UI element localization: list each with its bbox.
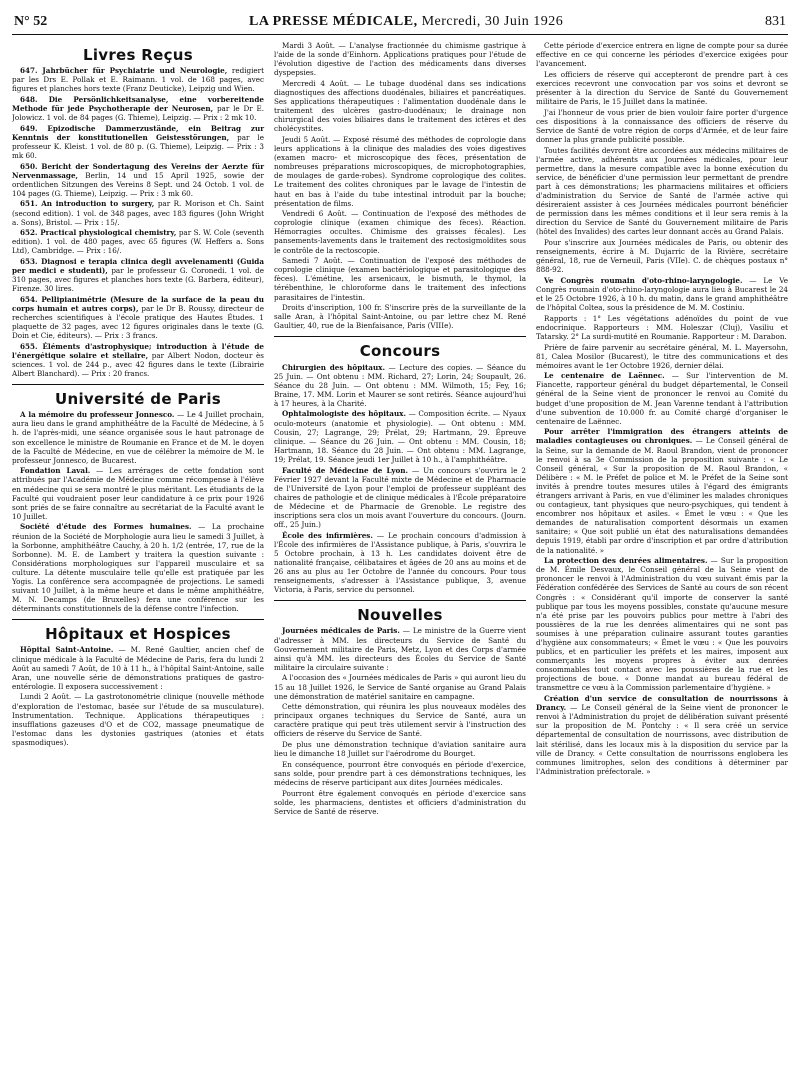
article-paragraph bbox=[274, 673, 526, 700]
article-heading: La protection des denrées alimentaires. bbox=[544, 556, 708, 566]
issue-date: Mercredi, 30 Juin 1926 bbox=[421, 14, 564, 29]
article-text: — Sur l'intervention de M. Fiancette, rapporteur général du budget départemental, le Conseil général de la Seine vient de prononcer le renvoi au Comité du budget d'une proposition de M. Jean Varenne tendant à l'attribution d'une subvention de 10.000 fr. au Comité chargé d'organiser le centenaire de Laënnec. bbox=[536, 371, 788, 426]
article-paragraph bbox=[536, 41, 788, 68]
article-heading: Chirurgien des hôpitaux. bbox=[282, 362, 385, 372]
section-title-hopitaux: Hôpitaux et Hospices bbox=[45, 625, 231, 644]
article-text: par R. Morison et Ch. Saint (second edition). 1 vol. de 348 pages, avec 183 figures (John Wright a. Sons), Bristol. — Prix : 15/. bbox=[12, 199, 264, 227]
article-paragraph bbox=[274, 209, 526, 254]
article-paragraph bbox=[12, 95, 264, 122]
page-number: 831 bbox=[765, 14, 786, 29]
article-paragraph bbox=[12, 257, 264, 293]
hopitaux-list-continued bbox=[274, 41, 526, 330]
article-text: Berlin, 14 und 15 April 1925, sowie der ordentlichen Sitzungen des Vereins 8 Sept. und 24 Octob. 1 vol. de 104 pages (G. Thieme), Leipzig. — Prix : 3 mk 60. bbox=[12, 170, 264, 198]
article-heading: Journées médicales de Paris. bbox=[282, 626, 400, 636]
issue-number: N° 52 bbox=[14, 14, 48, 29]
article-paragraph bbox=[12, 295, 264, 340]
article-text: — Le prochain concours d'admission à l'École des infirmières de l'Assistance publique, à Paris, s'ouvrira le 5 Octobre prochain, à 13 h. Les candidates doivent être de nationalité française, célibataires et âgées de 20 ans au moins et de 26 ans au plus au 1er Octobre de l'année du concours. Pour tous renseignements, s'adresser à l'Assistance publique, 3, avenue Victoria, à Paris, service du personnel. bbox=[274, 530, 527, 595]
article-text: par le professeur G. Coronedi. 1 vol. de 310 pages, avec figures et planches hors texte (G. Barbera, éditeur), Firenze. 30 lires. bbox=[12, 266, 264, 294]
section-title-nouvelles: Nouvelles bbox=[357, 606, 443, 625]
column-3-list bbox=[536, 276, 788, 776]
nouvelles-list bbox=[274, 626, 526, 815]
newspaper-page bbox=[12, 6, 788, 1074]
article-heading: Le centenaire de Laënnec. bbox=[544, 371, 665, 381]
hopitaux-list bbox=[12, 645, 264, 747]
article-text: Droits d'inscription, 100 fr. S'inscrire près de la surveillante de la salle Aran, à l'hôpital Saint-Antoine, ou par lettre chez M. René Gaultier, 40, rue de la Bienfaisance, Paris (VIIIe). bbox=[274, 303, 526, 331]
article-paragraph bbox=[536, 276, 788, 312]
article-text: Les officiers de réserve qui accepteront de prendre part à ces exercices recevront une convocation par vos soins et devront se présenter à la direction du Service de Santé du Gouvernement militaire de Paris, le 15 Juillet dans la matinée. bbox=[536, 69, 788, 107]
article-paragraph bbox=[274, 256, 526, 301]
section-divider bbox=[12, 619, 264, 620]
article-heading: 651. An introduction to surgery, bbox=[20, 199, 155, 209]
concours-list bbox=[274, 363, 526, 595]
article-paragraph bbox=[274, 303, 526, 330]
article-text: Vendredi 6 Août. — Continuation de l'exposé des méthodes de coprologie clinique (examen chimique des fèces). Réaction. Hémorragies occultes. Chimisme des graisses fécales). Les pansements-lavements dans le traitement des rectosigmoïdites sous le contrôle de la rectoscopie. bbox=[274, 209, 526, 255]
livres-list bbox=[12, 66, 264, 378]
article-heading: Hôpital Saint-Antoine. bbox=[20, 645, 114, 655]
journal-name: LA PRESSE MÉDICALE, bbox=[248, 14, 418, 29]
article-heading: 649. Epizodische Dammerzustände, ein Beitrag zur Kenntnis der konstitutionellen Geistesstörungen, bbox=[12, 123, 264, 142]
article-paragraph bbox=[274, 702, 526, 738]
article-text: Jeudi 5 Août. — Exposé résumé des méthodes de coprologie dans leurs applications à la clinique des maladies des voies digestives (examen macro- et microscopique des fèces, présentation de nombreuses préparations microscopiques, de microphotographies, de moulages de garde-robes). Syndrome coprologique des colites. Le traitement des colites chroniques par le lavage de l'intestin de haut en bas à l'aide du tube intestinal introduit par la bouche; présentation de films. bbox=[274, 134, 526, 208]
article-text: — M. René Gaultier, ancien chef de clinique médicale à la Faculté de Médecine de Paris, fera du lundi 2 Août au samedi 7 Août, de 10 à 11 h., à l'hôpital Saint-Antoine, salle Aran, une nouvelle série de démonstrations pratiques de gastro-entérologie. Il exposera successivement : bbox=[12, 645, 264, 691]
article-paragraph bbox=[12, 66, 264, 93]
article-paragraph bbox=[12, 692, 264, 747]
article-paragraph bbox=[12, 466, 264, 521]
article-paragraph bbox=[536, 556, 788, 692]
section-title-concours: Concours bbox=[359, 342, 441, 361]
article-text: — Le Conseil général de la Seine vient de prononcer le renvoi à l'Administration du projet de délibération suivant présenté sur la proposition de M. Pontchy : « Il sera créé un service départemental de consultation de nourrissons, avec distribution de lait stérilisé, dans les locaux mis à la disposition du service par la ville de Drancy. « Cette consultation de nourrissons englobera les communes limitrophes, selon des conditions à déterminer par l'Administration préfectorale. » bbox=[536, 703, 788, 776]
article-paragraph bbox=[536, 314, 788, 341]
article-text: — Un concours s'ouvrira le 2 Février 1927 devant la Faculté mixte de Médecine et de Pharmacie de l'Université de Lyon pour l'emploi de professeur suppléant des chaires de pathologie et de clinique médicales à l'École préparatoire de Médecine et de Pharmacie de Grenoble. Le registre des inscriptions sera clos un mois avant l'ouverture du concours. (Journ. off., 25 Juin.) bbox=[274, 465, 526, 530]
article-heading: Faculté de Médecine de Lyon. bbox=[282, 465, 409, 475]
article-text: — Le ministre de la Guerre vient d'adresser à MM. les directeurs du Service de Santé du Gouvernement militaire de Paris, Metz, Lyon et des Corps d'armée ainsi qu'à MM. les directeurs des Écoles du Service de Santé militaire la circulaire suivante : bbox=[274, 626, 526, 672]
article-paragraph bbox=[12, 199, 264, 226]
section-title-universite: Université de Paris bbox=[55, 390, 221, 409]
article-heading: 648. Die Persönlichkeitsanalyse, eine vorbereitende Methode für jede Psychotherapie der Neurosen, bbox=[12, 94, 264, 113]
article-paragraph bbox=[274, 626, 526, 671]
article-paragraph bbox=[274, 363, 526, 408]
article-paragraph bbox=[536, 238, 788, 274]
article-text: Pour s'inscrire aux Journées médicales de Paris, ou obtenir des renseignements, écrire à M. Dujarric de la Rivière, secrétaire général, 18, rue de Verneuil, Paris (VIIe). C. de chèques postaux n° 888-92. bbox=[536, 237, 788, 275]
article-paragraph bbox=[274, 531, 526, 595]
section-title-livres: Livres Reçus bbox=[82, 46, 194, 64]
journal-title bbox=[249, 14, 563, 30]
article-text: — Sur la proposition de M. Émile Desvaux, le Conseil général de la Seine vient de prononcer le renvoi à l'Administration du vœu suivant émis par la Fédération confédérée des Services de Santé au cours de son récent Congrès : « Considérant qu'il importe de conserver la santé publique par tous les moyens possibles, constate qu'aucune mesure n'a été prise par les pouvoirs publics pour mettre à l'abri des poussières de la rue les denrées alimentaires qui ne sont pas soumises à une préparation culinaire assurant toutes garanties d'hygiène aux consommateurs; « Émet le vœu : « Que les pouvoirs publics, et en particulier les préfets et les maires, imposent aux commerçants les moyens propres à éviter aux denrées consommables tout contact avec les poussières de la rue et les projections de boue. « Donne mandat au bureau fédéral de transmettre ce vœu à la Commission parlementaire d'hygiène. » bbox=[536, 556, 788, 693]
article-heading: 650. Bericht der Sondertagung des Vereins der Aerzte für Nervenmassage, bbox=[12, 161, 264, 180]
article-paragraph bbox=[12, 228, 264, 255]
article-paragraph bbox=[12, 410, 264, 465]
article-heading: 654. Pellipianimétrie (Mesure de la surface de la peau du corps humain et autres corps), bbox=[12, 294, 264, 313]
article-text: — Le 4 Juillet prochain, aura lieu dans le grand amphithéâtre de la Faculté de Médecine, à 5 h. de l'après-midi, une séance organisée sous le haut patronage de son excellence le ministre de Roumanie en France et de M. le doyen de la Faculté de Médecine, en vue de célébrer la mémoire de M. le professeur Jonnesco, de Bucarest. bbox=[12, 410, 264, 465]
article-heading: 652. Practical physiological chemistry, bbox=[20, 228, 177, 238]
article-paragraph bbox=[536, 694, 788, 776]
article-heading: Création d'un service de consultation de nourrissons à Drancy. bbox=[536, 694, 788, 713]
article-paragraph bbox=[536, 146, 788, 237]
article-text: J'ai l'honneur de vous prier de bien vouloir faire porter d'urgence ces dispositions à la connaissance des officiers de réserve du Service de Santé de votre région de corps d'Armée, et de leur faire donner la plus grande publicité possible. bbox=[536, 107, 788, 144]
article-paragraph bbox=[274, 79, 526, 134]
article-heading: Ve Congrès roumain d'oto-rhino-laryngologie. bbox=[544, 275, 743, 285]
article-heading: Fondation Laval. bbox=[20, 466, 91, 476]
article-text: — Les arrérages de cette fondation sont attribués par l'Académie de Médecine comme récompense à l'élève en médecine qui se sera montré le plus méritant. Les étudiants de la Faculté qui voudraient poser leur candidature à ce prix pour 1926 sont priés de se faire connaître au secrétariat de la Faculté avant le 10 Juillet. bbox=[12, 466, 264, 521]
article-paragraph bbox=[12, 645, 264, 690]
article-heading: Ophtalmologiste des hôpitaux. bbox=[282, 409, 406, 419]
article-heading: 653. Diagnosi e terapia clinica degli avvelenamenti (Guida per medici e studenti), bbox=[12, 256, 264, 276]
article-text: par le Dr B. Roussy, directeur de recherches scientifiques à l'école pratique des Hautes Études. 1 plaquette de 32 pages, avec 12 figures originales dans le texte (G. Doin et Cie, éditeurs). — Prix : 3 francs. bbox=[12, 303, 264, 341]
article-paragraph bbox=[12, 522, 264, 613]
article-text: par le Dr E. Jolowicz. 1 vol. de 84 pages (G. Thieme), Leipzig. — Prix : 2 mk 10. bbox=[12, 103, 264, 123]
article-heading: 647. Jahrbücher für Psychiatrie und Neurologie, bbox=[20, 66, 228, 76]
article-paragraph bbox=[274, 789, 526, 816]
section-divider bbox=[274, 336, 526, 337]
article-text: par le professeur K. Kleist. 1 vol. de 80 p. (G. Thieme), Leipzig. — Prix : 3 mk 60. bbox=[12, 132, 264, 160]
article-text: Lundi 2 Août. — La gastrotonométrie clinique (nouvelle méthode d'exploration de l'estomac, basée sur l'étude de sa musculature). Instrumentation. Technique. Applications thérapeutiques : insufflations gazeuses d'O et de CO2, massage pneumatique de l'estomac dans les dystonies gastriques (atonies et états spasmodiques). bbox=[12, 692, 264, 747]
article-text: Samedi 7 Août. — Continuation de l'exposé des méthodes de coprologie clinique (examen bactériologique et parasitologique des fèces). L'émétine, les arsenicaux, le bismuth, le thymol, la térébenthine, le chloroforme dans le traitement des infections parasitaires de l'intestin. bbox=[274, 256, 526, 302]
article-text: A l'occasion des « Journées médicales de Paris » qui auront lieu du 15 au 18 Juillet 1926, le Service de Santé organise au Grand Palais une démonstration de matériel sanitaire en campagne. bbox=[274, 673, 526, 701]
article-heading: Pour arrêter l'immigration des étrangers atteints de maladies contagieuses ou chroniques. bbox=[536, 427, 788, 446]
article-text: — Composition écrite. — Nyaux oculo-moteurs (anatomie et physiologie). — Ont obtenu : MM. Cousin, 27; Lagrange, 29; Prélat, 29; Hartmann, 29. Épreuve clinique. — Séance du 26 Juin. — Ont obtenu : MM. Cousin, 18; Hartmann, 18. Séance du 28 Juin. — Ont obtenu : MM. Lagrange, 19; Prélat, 19. Séance jeudi 1er Juillet à 10 h., à l'amphithéâtre. bbox=[274, 409, 526, 464]
article-paragraph bbox=[274, 466, 526, 530]
article-paragraph bbox=[274, 41, 526, 77]
article-text: Cette démonstration, qui réunira les plus nouveaux modèles des principaux organes techniques du Service de Santé, aura un caractère pratique qui peut très utilement servir à l'instruction des officiers de réserve du Service de Santé. bbox=[274, 702, 526, 739]
article-heading: 655. Éléments d'astrophysique; introduction à l'étude de l'énergétique solaire et stellaire, bbox=[12, 341, 264, 360]
article-text: Prière de faire parvenir au secrétaire général, M. L. Mayersohn, 81, Calea Mosilor (Bucarest), le titre des communications et des mémoires avant le 1er Octobre 1926, dernier délai. bbox=[536, 342, 788, 370]
article-paragraph bbox=[536, 343, 788, 370]
nouvelles-list-continued bbox=[536, 41, 788, 274]
article-text: Mardi 3 Août. — L'analyse fractionnée du chimisme gastrique à l'aide de la sonde d'Einhorn. Applications pratiques pour l'étude de l'évolution digestive de l'action des médicaments dans diverses dyspepsies. bbox=[274, 41, 526, 78]
article-heading: École des infirmières. bbox=[282, 530, 373, 540]
column-1 bbox=[12, 41, 264, 817]
article-heading: Société d'étude des Formes humaines. bbox=[20, 522, 192, 532]
article-text: Pourront être également convoqués en période d'exercice sans solde, les pharmaciens, dentistes et officiers d'administration du Service de Santé de réserve. bbox=[274, 788, 526, 816]
article-paragraph bbox=[12, 342, 264, 378]
article-paragraph bbox=[274, 135, 526, 208]
article-text: — Lecture des copies. — Séance du 25 Juin. — Ont obtenu : MM. Richard, 27; Lorin, 24; Soupault, 26. Séance du 28 Juin. — Ont obtenu : MM. Wilmoth, 15; Fey, 16; Braine, 17. MM. Lorin et Maurer se sont retirés. Séance aujourd'hui à 17 heures, à la Charité. bbox=[274, 362, 526, 408]
columns bbox=[12, 35, 788, 817]
article-text: Rapports : 1° Les végétations adénoïdes du point de vue endocrinique. Rapporteurs : MM. Holeszar (Cluj), Vasiliu et Tatarsky. 2° La surdi-mutité en Roumanie. Rapporteur : M. Darabon. bbox=[536, 313, 788, 341]
article-text: Toutes facilités devront être accordées aux médecins militaires de l'armée active, adhérents aux Journées médicales, pour leur permettre, dans la mesure compatible avec la bonne exécution du service, de bénéficier d'une permission leur permettant de prendre part à ces démonstrations; les pharmaciens militaires et officiers d'administration du Service de Santé de l'armée active qui désireraient assister à ces Journées médicales pourront bénéficier de permission dans les mêmes conditions et il leur sera remis à la direction du Service de Santé du Gouvernement militaire de Paris (hôtel des Invalides) des cartes leur donnant accès au Grand Palais. bbox=[536, 145, 788, 237]
article-text: par Albert Nodon, docteur ès sciences. 1 vol. de 244 p., avec 42 figures dans le texte (Librairie Albert Blanchard). — Prix : 20 francs. bbox=[12, 350, 264, 379]
article-paragraph bbox=[274, 409, 526, 464]
article-paragraph bbox=[274, 760, 526, 787]
article-text: — Le Ve Congrès roumain d'oto-rhino-laryngologie aura lieu à Bucarest le 24 et le 25 Octobre 1926, à 10 h. du matin, dans le grand amphithéâtre de l'hôpital Coltea, sous la présidence de M. M. Costiniu. bbox=[536, 275, 788, 313]
article-paragraph bbox=[274, 740, 526, 758]
article-text: — Le Conseil général de la Seine, sur la demande de M. Raoul Brandon, vient de prononcer le renvoi à sa 3e Commission de la proposition suivante : « Le Conseil général, « Sur la proposition de M. Raoul Brandon, « Délibère : « M. le Préfet de police et M. le Préfet de la Seine sont invités à prendre toutes mesures utiles à l'égard des émigrants étrangers arrivant à Paris, en vue d'éliminer les malades chroniques ou contagieux, tant physiques que neuro-psychiques, qui tendent à encombrer nos hôpitaux et asiles. « Émet le vœu : « Que les demandes de naturalisation comportent désormais un examen sanitaire; « Que soit publié un état des naturalisations demandées depuis 1919, établi par ordre d'inscription et par ordre d'attribution de la nationalité. » bbox=[536, 436, 788, 555]
article-text: En conséquence, pourront être convoqués en période d'exercice, sans solde, pour prendre part à ces démonstrations techniques, les médecins de réserve participant aux dites Journées médicales. bbox=[274, 759, 526, 787]
article-text: Cette période d'exercice entrera en ligne de compte pour sa durée effective en ce qui concerne les périodes d'exercice exigées pour l'avancement. bbox=[536, 41, 788, 69]
article-text: — La prochaine réunion de la Société de Morphologie aura lieu le samedi 3 Juillet, à la Sorbonne, amphithéâtre Cauchy, à 20 h. 1/2 (entrée, 17, rue de la Sorbonne). M. E. de Lambert y traitera la question suivante : Considérations morphologiques sur l'appareil musculaire et sa culture. La détente musculaire telle qu'elle est pratiquée par les Yogis. La conférence sera accompagnée de projections. Le samedi suivant 10 Juillet, à la même heure et dans le même amphithéâtre, M. N. Decamps (de Bruxelles) fera une conférence sur les déterminants constitutionnels de la défense contre l'infection. bbox=[12, 522, 264, 614]
section-divider bbox=[274, 600, 526, 601]
article-text: par S. W. Cole (seventh edition). 1 vol. de 480 pages, avec 65 figures (W. Heffers a. Sons Ltd), Cambridge. — Prix : 16/. bbox=[12, 228, 264, 256]
article-paragraph bbox=[536, 108, 788, 144]
article-text: redigiert par les Drs E. Pollak et E. Raimann. 1 vol. de 168 pages, avec figures et planches hors texte (Franz Deuticke), Leipzig und Wien. bbox=[12, 66, 264, 94]
article-paragraph bbox=[536, 371, 788, 426]
section-divider bbox=[12, 384, 264, 385]
article-paragraph bbox=[536, 427, 788, 554]
column-3 bbox=[536, 41, 788, 817]
article-paragraph bbox=[536, 70, 788, 106]
column-2 bbox=[274, 41, 526, 817]
article-paragraph bbox=[12, 124, 264, 160]
article-heading: A la mémoire du professeur Jonnesco. bbox=[20, 410, 175, 420]
article-text: De plus une démonstration technique d'aviation sanitaire aura lieu le dimanche 18 Juillet sur l'aérodrome du Bourget. bbox=[274, 740, 526, 759]
article-paragraph bbox=[12, 162, 264, 198]
article-text: Mercredi 4 Août. — Le tubage duodénal dans ses indications diagnostiques des affections duodénales, biliaires et pancréatiques. Ses applications thérapeutiques : l'alimentation duodénale dans le traitement des ulcères gastro-duodénaux; le drainage non chirurgical des voies biliaires dans le traitement des ictères et des cholécystites. bbox=[274, 78, 526, 134]
universite-list bbox=[12, 410, 264, 613]
masthead bbox=[12, 6, 788, 35]
